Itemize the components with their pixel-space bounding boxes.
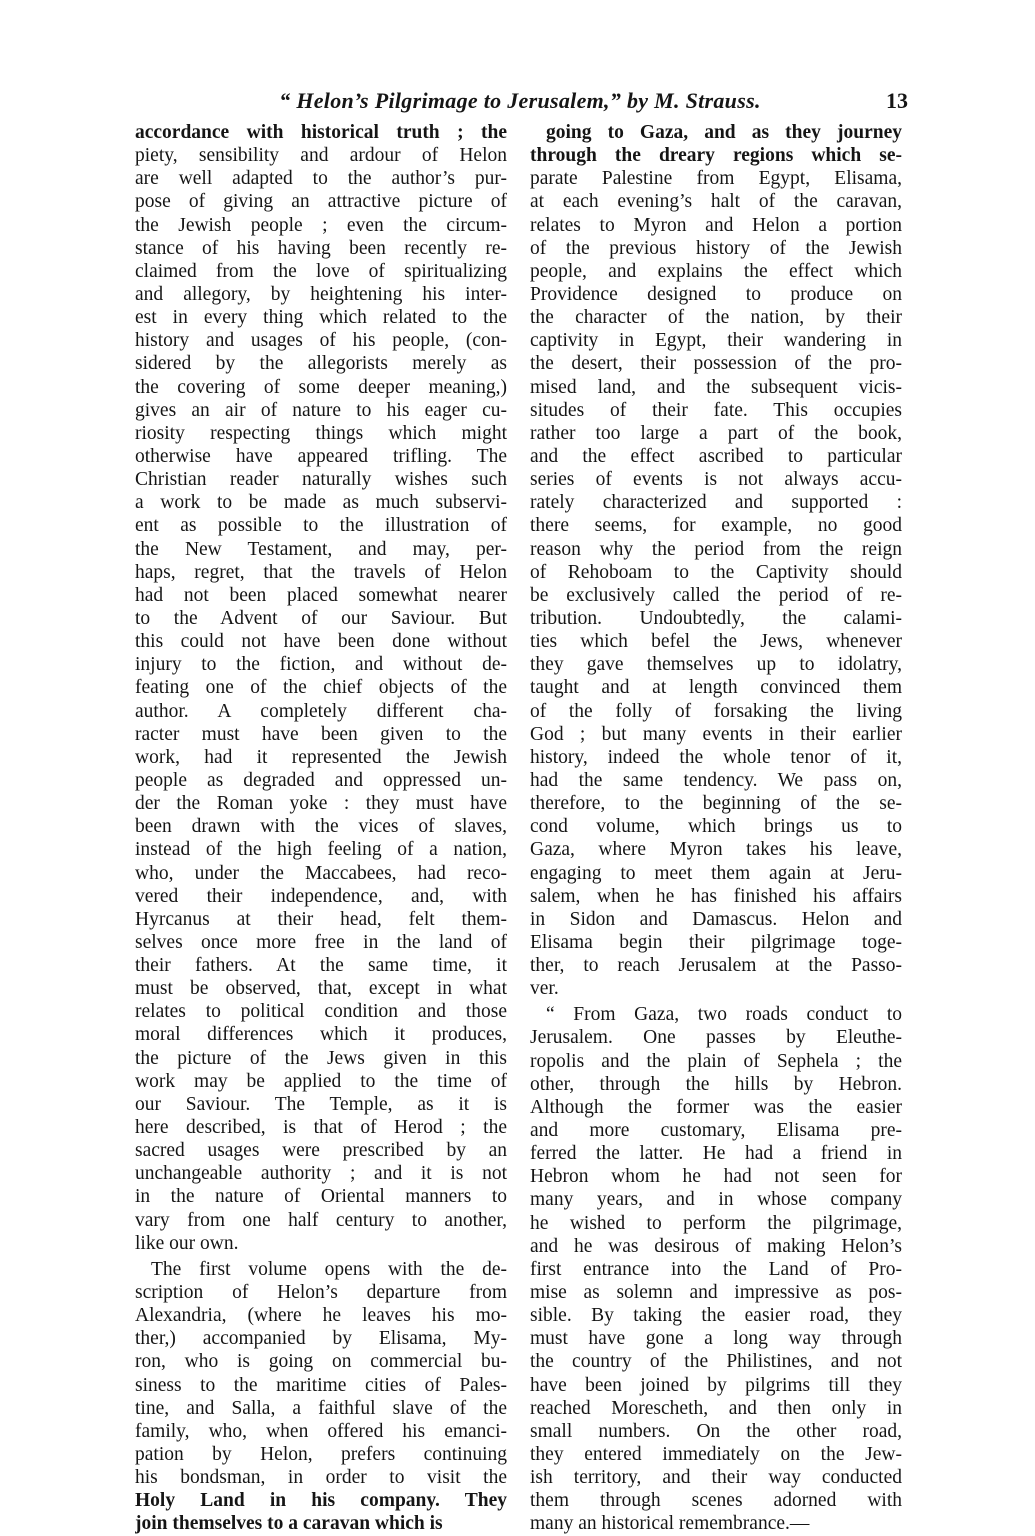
text-line: like our own.	[135, 1232, 239, 1254]
text-line: unchangeable authority ; and it is not	[135, 1163, 507, 1185]
text-line: they gave themselves up to idolatry,	[530, 654, 902, 676]
text-line: salem, when he has finished his affairs	[530, 885, 902, 907]
text-line: “ From Gaza, two roads conduct to	[546, 1004, 902, 1026]
text-line: instead of the high feeling of a nation,	[135, 839, 507, 861]
text-line: his bondsman, in order to visit the	[135, 1467, 507, 1489]
text-line: gives an air of nature to his eager cu-	[135, 399, 507, 421]
text-line: the country of the Philistines, and not	[530, 1351, 902, 1373]
text-line: tine, and Salla, a faithful slave of the	[135, 1397, 507, 1419]
text-line: ther,) accompanied by Elisama, My-	[135, 1328, 507, 1350]
text-line: Holy Land in his company. They	[135, 1490, 507, 1512]
text-line: and the effect ascribed to particular	[530, 445, 902, 467]
text-line: engaging to meet them again at Jeru-	[530, 862, 902, 884]
text-line: a work to be made as much subservi-	[135, 492, 507, 514]
text-line: join themselves to a caravan which is	[135, 1513, 443, 1535]
text-line: small numbers. On the other road,	[530, 1420, 902, 1442]
text-line: der the Roman yoke : they must have	[135, 793, 507, 815]
running-title: “ Helon’s Pilgrimage to Jerusalem,” by M. Strauss.	[279, 88, 761, 113]
text-line: at each evening’s halt of the caravan,	[530, 191, 902, 213]
text-line: people, and explains the effect which	[530, 260, 902, 282]
text-line: and he was desirous of making Helon’s	[530, 1235, 902, 1257]
text-line: have been joined by pilgrims till they	[530, 1374, 902, 1396]
text-line: and more customary, Elisama pre-	[530, 1120, 902, 1142]
text-line: racter must have been given to the	[135, 723, 507, 745]
text-line: reason why the period from the reign	[530, 538, 902, 560]
text-line: accordance with historical truth ; the	[135, 122, 507, 143]
text-line: to the Advent of our Saviour. But	[135, 607, 507, 629]
text-line: Providence designed to produce on	[530, 283, 902, 305]
text-line: captivity in Egypt, their wandering in	[530, 330, 902, 352]
text-line: selves once more free in the land of	[135, 931, 507, 953]
text-line: ties which befel the Jews, whenever	[530, 631, 902, 653]
text-line: of the previous history of the Jewish	[530, 237, 902, 259]
text-line: therefore, to the beginning of the se-	[530, 793, 902, 815]
text-line: this could not have been done without	[135, 631, 507, 653]
text-line: must be observed, that, except in what	[135, 978, 507, 1000]
text-line: first entrance into the Land of Pro-	[530, 1258, 902, 1280]
text-line: of Rehoboam to the Captivity should	[530, 561, 902, 583]
text-line: family, who, when offered his emanci-	[135, 1420, 507, 1442]
text-line: God ; but many events in their earlier	[530, 723, 902, 745]
text-line: taught and at length convinced them	[530, 677, 902, 699]
text-line: The first volume opens with the de-	[151, 1258, 507, 1280]
text-line: history and usages of his people, (con-	[135, 330, 507, 352]
text-line: Elisama begin their pilgrimage toge-	[530, 931, 902, 953]
text-line: work may be applied to the time of	[135, 1070, 507, 1092]
text-line: our Saviour. The Temple, as it is	[135, 1093, 507, 1115]
text-line: situdes of their fate. This occupies	[530, 399, 902, 421]
text-line: sacred usages were prescribed by an	[135, 1140, 507, 1162]
text-line: parate Palestine from Egypt, Elisama,	[530, 168, 902, 190]
text-line: ferred the latter. He had a friend in	[530, 1143, 902, 1165]
text-line: est in every thing which related to the	[135, 307, 507, 329]
text-line: Christian reader naturally wishes such	[135, 469, 507, 491]
text-line: sidered by the allegorists merely as	[135, 353, 507, 375]
text-line: their fathers. At the same time, it	[135, 955, 507, 977]
text-line: the picture of the Jews given in this	[135, 1047, 507, 1069]
text-line: ish territory, and their way conducted	[530, 1467, 902, 1489]
text-line: work, had it represented the Jewish	[135, 746, 507, 768]
text-line: mise as solemn and impressive as pos-	[530, 1282, 902, 1304]
text-line: haps, regret, that the travels of Helon	[135, 561, 507, 583]
text-line: Although the former was the easier	[530, 1096, 902, 1118]
text-line: relates to Myron and Helon a portion	[530, 214, 902, 236]
text-line: claimed from the love of spiritualizing	[135, 260, 507, 282]
text-line: there seems, for example, no good	[530, 515, 902, 537]
text-line: Hyrcanus at their head, felt them-	[135, 908, 507, 930]
text-line: other, through the hills by Hebron.	[530, 1073, 902, 1095]
text-line: had not been placed somewhat nearer	[135, 584, 507, 606]
text-line: the character of the nation, by their	[530, 307, 902, 329]
text-line: he wished to perform the pilgrimage,	[530, 1212, 902, 1234]
text-line: going to Gaza, and as they journey	[546, 122, 902, 143]
right-text-column	[530, 121, 902, 1536]
text-line: ron, who is going on commercial bu-	[135, 1351, 507, 1373]
text-line: rather too large a part of the book,	[530, 422, 902, 444]
text-line: must have gone a long way through	[530, 1328, 902, 1350]
text-line: pose of giving an attractive picture of	[135, 191, 507, 213]
text-line: rately characterized and supported :	[530, 492, 902, 514]
text-line: been drawn with the vices of slaves,	[135, 816, 507, 838]
text-line: of the folly of forsaking the living	[530, 700, 902, 722]
text-line: ver.	[530, 978, 559, 1000]
text-line: in Sidon and Damascus. Helon and	[530, 908, 902, 930]
left-text-column	[135, 121, 507, 1536]
text-line: author. A completely different cha-	[135, 700, 507, 722]
text-line: feating one of the chief objects of the	[135, 677, 507, 699]
text-line: people as degraded and oppressed un-	[135, 769, 507, 791]
text-line: who, under the Maccabees, had reco-	[135, 862, 507, 884]
text-line: in the nature of Oriental manners to	[135, 1186, 507, 1208]
text-line: through the dreary regions which se-	[530, 145, 902, 167]
text-line: many an historical remembrance.—	[530, 1513, 810, 1535]
text-line: ent as possible to the illustration of	[135, 515, 507, 537]
text-line: relates to political condition and those	[135, 1001, 507, 1023]
text-line: Jerusalem. One passes by Eleuthe-	[530, 1027, 902, 1049]
text-line: sible. By taking the easier road, they	[530, 1305, 902, 1327]
text-line: otherwise have appeared trifling. The	[135, 445, 507, 467]
text-line: injury to the fiction, and without de-	[135, 654, 507, 676]
text-line: pation by Helon, prefers continuing	[135, 1444, 507, 1466]
text-line: cond volume, which brings us to	[530, 816, 902, 838]
text-line: are well adapted to the author’s pur-	[135, 168, 507, 190]
text-line: siness to the maritime cities of Pales-	[135, 1374, 507, 1396]
text-line: mised land, and the subsequent vicis-	[530, 376, 902, 398]
text-line: they entered immediately on the Jew-	[530, 1444, 902, 1466]
text-line: stance of his having been recently re-	[135, 237, 507, 259]
text-line: here described, is that of Herod ; the	[135, 1117, 507, 1139]
text-line: ther, to reach Jerusalem at the Passo-	[530, 955, 902, 977]
text-line: piety, sensibility and ardour of Helon	[135, 145, 507, 167]
text-line: history, indeed the whole tenor of it,	[530, 746, 902, 768]
text-line: reached Morescheth, and then only in	[530, 1397, 902, 1419]
text-line: be exclusively called the period of re-	[530, 584, 902, 606]
text-line: vary from one half century to another,	[135, 1209, 507, 1231]
text-line: them through scenes adorned with	[530, 1490, 902, 1512]
text-line: scription of Helon’s departure from	[135, 1282, 507, 1304]
text-line: riosity respecting things which might	[135, 422, 507, 444]
text-line: Gaza, where Myron takes his leave,	[530, 839, 902, 861]
text-line: series of events is not always accu-	[530, 469, 902, 491]
text-line: ropolis and the plain of Sephela ; the	[530, 1050, 902, 1072]
text-line: the desert, their possession of the pro-	[530, 353, 902, 375]
text-line: had the same tendency. We pass on,	[530, 769, 902, 791]
text-line: moral differences which it produces,	[135, 1024, 507, 1046]
text-line: Alexandria, (where he leaves his mo-	[135, 1305, 507, 1327]
text-line: tribution. Undoubtedly, the calami-	[530, 607, 902, 629]
text-line: the Jewish people ; even the circum-	[135, 214, 507, 236]
text-line: vered their independence, and, with	[135, 885, 507, 907]
text-line: Hebron whom he had not seen for	[530, 1166, 902, 1188]
text-line: many years, and in whose company	[530, 1189, 902, 1211]
text-line: the covering of some deeper meaning,)	[135, 376, 507, 398]
text-line: the New Testament, and may, per-	[135, 538, 507, 560]
text-line: and allegory, by heightening his inter-	[135, 283, 507, 305]
page-number: 13	[886, 88, 908, 113]
